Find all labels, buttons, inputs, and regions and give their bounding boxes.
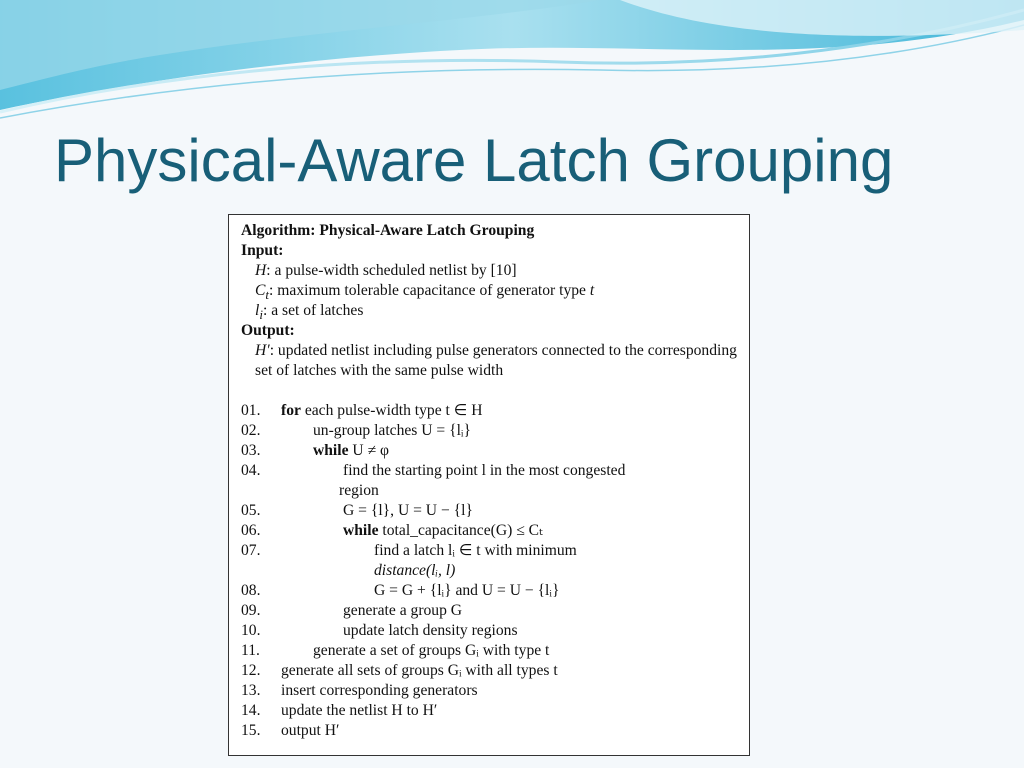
step-line: 11. generate a set of groups Gᵢ with type t — [241, 642, 550, 659]
algorithm-steps — [241, 401, 743, 741]
slide-title: Physical-Aware Latch Grouping — [54, 127, 894, 194]
input-heading: Input: — [241, 242, 284, 259]
step-line: 13. insert corresponding generators — [241, 682, 478, 699]
step-line: 15. output H′ — [241, 722, 340, 739]
step-line: 02. un-group latches U = {lᵢ} — [241, 422, 471, 439]
step-line: 09. generate a group G — [241, 602, 463, 619]
step-line: 14. update the netlist H to H′ — [241, 702, 438, 719]
step-line: 03. while U ≠ φ — [241, 442, 390, 459]
input-item: $l_i$: a set of latches — [255, 302, 364, 323]
step-line: 06. while total_capacitance(G) ≤ Cₜ — [241, 522, 544, 539]
input-item: $C_t$: maximum tolerable capacitance of generator type t — [255, 282, 595, 303]
output-heading: Output: — [241, 322, 295, 339]
step-line: distance(lᵢ, l) — [374, 562, 456, 579]
input-item: H: a pulse-width scheduled netlist by [10] — [255, 262, 517, 279]
step-line: 12. generate all sets of groups Gᵢ with all types t — [241, 662, 558, 679]
decorative-wave-header — [0, 0, 1024, 130]
step-line: 07. find a latch lᵢ ∈ t with minimum — [241, 542, 577, 559]
step-line: 10. update latch density regions — [241, 622, 518, 639]
step-line: 04. find the starting point l in the most congested — [241, 462, 626, 479]
step-line: 08. G = G + {lᵢ} and U = U − {lᵢ} — [241, 582, 560, 599]
algorithm-name: Physical-Aware Latch Grouping — [319, 222, 535, 239]
output-item: H′: updated netlist including pulse generators connected to the corresponding set of latches with the same pulse width — [255, 342, 737, 379]
step-line: 05. G = {l}, U = U − {l} — [241, 502, 473, 519]
step-line: region — [339, 482, 379, 499]
algorithm-heading — [241, 221, 743, 241]
algorithm-label: Algorithm: — [241, 222, 316, 239]
algorithm-box — [228, 214, 750, 756]
step-line: 01. for each pulse-width type t ∈ H — [241, 402, 483, 419]
